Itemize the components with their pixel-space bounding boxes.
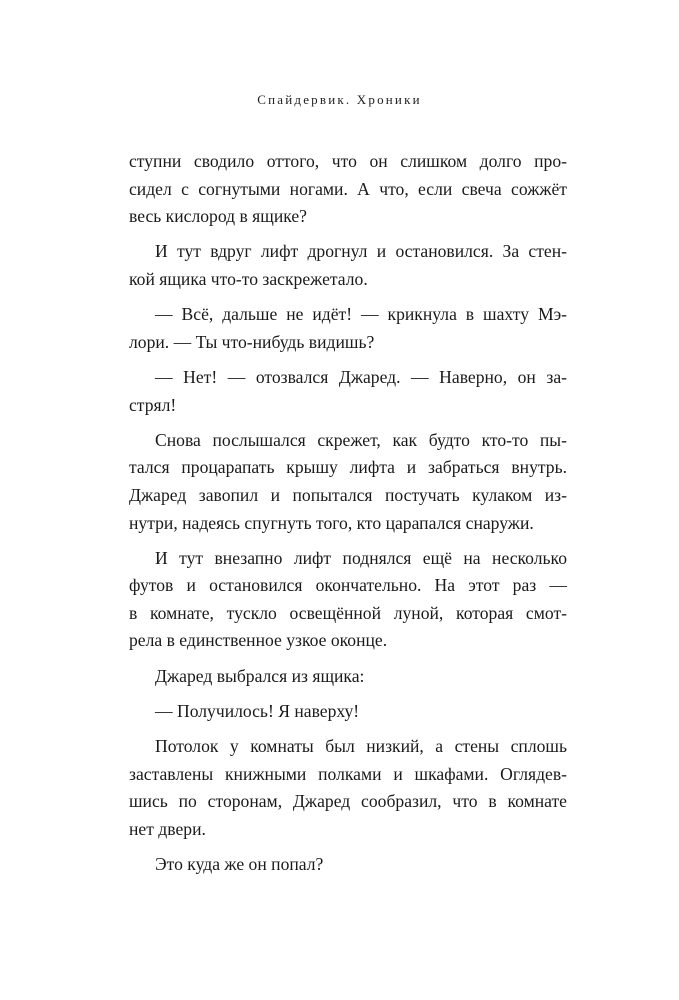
paragraph	[129, 427, 567, 537]
text-line: Это куда же он попал?	[155, 854, 324, 874]
text-line: нет двери.	[129, 818, 206, 839]
text-line: футов и остановился окончательно. На этот раз —	[129, 575, 567, 596]
text-line: Потолок у комнаты был низкий, а стены сплошь	[155, 736, 567, 757]
paragraph	[129, 148, 567, 231]
text-line: — Нет! — отозвался Джаред. — Наверно, он за-	[155, 366, 567, 387]
body-text	[129, 148, 567, 879]
paragraph	[129, 851, 567, 879]
paragraph	[129, 545, 567, 655]
text-line: Джаред завопил и попытался постучать кулаком из-	[129, 484, 567, 505]
paragraph	[129, 698, 567, 726]
text-line: ступни сводило оттого, что он слишком долго про-	[129, 151, 567, 171]
text-line: стрял!	[129, 394, 177, 415]
text-line: заставлены книжными полками и шкафами. Оглядев-	[129, 763, 567, 784]
text-line: — Всё, дальше не идёт! — крикнула в шахту Мэ-	[155, 304, 567, 325]
text-line: И тут внезапно лифт поднялся ещё на несколько	[155, 547, 567, 568]
text-line: в комнате, тускло освещённой луной, которая смот-	[129, 602, 567, 623]
text-line: весь кислород в ящике?	[129, 206, 307, 227]
text-line: — Получилось! Я наверху!	[155, 700, 360, 721]
text-line: шись по сторонам, Джаред сообразил, что в комнате	[129, 791, 567, 812]
text-line: Снова послышался скрежет, как будто кто-то пы-	[155, 429, 567, 450]
paragraph	[129, 238, 567, 293]
paragraph	[129, 364, 567, 419]
paragraph	[129, 733, 567, 843]
text-line: И тут вдруг лифт дрогнул и остановился. За стен-	[155, 241, 567, 262]
text-line: рела в единственное узкое оконце.	[129, 630, 388, 651]
text-line: лори. — Ты что-нибудь видишь?	[129, 331, 375, 352]
text-line: кой ящика что-то заскрежетало.	[129, 268, 368, 289]
running-header: Спайдервик. Хроники	[257, 92, 422, 107]
text-line: сидел с согнутыми ногами. А что, если свеча сожжёт	[129, 178, 567, 199]
text-line: Джаред выбрался из ящика:	[155, 665, 365, 686]
text-line: тался процарапать крышу лифта и забраться внутрь.	[129, 457, 567, 478]
text-line: нутри, надеясь спугнуть того, кто царапался снаружи.	[129, 512, 534, 533]
paragraph	[129, 663, 567, 691]
paragraph	[129, 301, 567, 356]
